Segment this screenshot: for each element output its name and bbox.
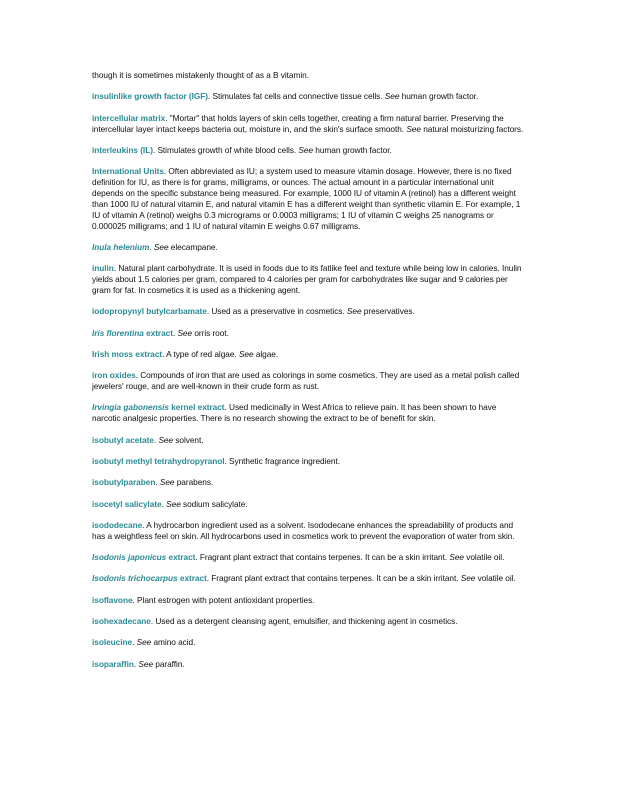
entry-term-tail: extract xyxy=(177,573,207,584)
entry-definition: . Fragrant plant extract that contains terpenes. It can be a skin irritant. xyxy=(195,552,450,563)
entry-intercellular-matrix xyxy=(92,113,526,135)
see-label: See xyxy=(384,91,400,102)
entry-isobutyl-acetate xyxy=(92,435,526,446)
see-reference: natural moisturizing factors. xyxy=(420,123,524,134)
entry-isodonis-trichocarpus-extract xyxy=(92,573,526,584)
entry-iron-oxides xyxy=(92,370,526,392)
entry-definition: . A type of red algae. xyxy=(162,348,239,359)
entry-term: iodopropynyl butylcarbamate xyxy=(92,306,207,317)
see-reference: human growth factor. xyxy=(313,144,392,155)
entry-term: isoparaffin xyxy=(92,658,134,669)
entry-definition: . xyxy=(133,658,139,669)
entry-definition: . Synthetic fragrance ingredient. xyxy=(224,455,341,466)
entry-definition: . Often abbreviated as IU; a system used to measure vitamin dosage. However, there is no fixed definition for IU, as there is for grams, milligrams, or ounces. The actual amount in a particular international unit depends on the specific substance being measured. For example, 1000 IU of vitamin A (retinol) has a different weight than 1000 IU of natural vitamin E, and natural vitamin E has a different weight than synthetic vitamin E. For example, 1 IU of vitamin A (retinol) weighs 0.3 micrograms or 0.0003 milligrams; 1 IU of vitamin C weighs 25 nanograms or 0.000025 milligrams; and 1 IU of natural vitamin E weighs 0.67 milligrams. xyxy=(92,166,521,231)
see-label: See xyxy=(346,306,362,317)
entry-isocetyl-salicylate xyxy=(92,499,526,510)
entry-term: isoflavone xyxy=(92,594,133,605)
entry-definition: . xyxy=(132,637,137,648)
see-label: See xyxy=(159,477,175,488)
entry-definition: . Used medicinally in West Africa to relieve pain. It has been shown to have narcotic analgesic properties. There is no research showing the extract to be of benefit for skin. xyxy=(92,402,497,424)
entry-isobutyl-methyl-tetrahydropyranol xyxy=(92,456,526,467)
entry-isoleucine xyxy=(92,637,526,648)
see-reference: sodium salicylate. xyxy=(180,498,248,509)
entry-isobutylparaben xyxy=(92,477,526,488)
entry-term: insulinlike growth factor (IGF) xyxy=(92,91,208,102)
entry-term: inulin xyxy=(92,263,114,274)
see-label: See xyxy=(153,241,169,252)
entry-definition: . Stimulates growth of white blood cells. xyxy=(152,144,299,155)
entry-definition: . xyxy=(153,434,159,445)
entry-term: isohexadecane xyxy=(92,615,151,626)
see-reference: orris root. xyxy=(192,327,229,338)
entry-definition: . Used as a preservative in cosmetics. xyxy=(206,306,347,317)
entry-term: Irvingia gabonensis xyxy=(92,402,169,413)
see-label: See xyxy=(238,348,254,359)
entry-isodonis-japonicus-extract xyxy=(92,552,526,563)
entry-term: International Units xyxy=(92,166,164,177)
see-reference: volatile oil. xyxy=(475,573,516,584)
entry-term: isobutylparaben xyxy=(92,477,156,488)
entry-inulin xyxy=(92,263,526,296)
entry-term: isobutyl methyl tetrahydropyranol xyxy=(92,455,225,466)
entry-term: Iris florentina xyxy=(92,327,144,338)
entry-term: Isodonis trichocarpus xyxy=(92,573,178,584)
see-label: See xyxy=(138,658,154,669)
entry-term: isododecane xyxy=(92,519,143,530)
entry-term: Irish moss extract xyxy=(92,348,163,359)
entry-term: intercellular matrix xyxy=(92,112,166,123)
entry-irish-moss-extract xyxy=(92,349,526,360)
entry-definition: . xyxy=(155,477,160,488)
entry-definition: . Used as a detergent cleansing agent, emulsifier, and thickening agent in cosmetics. xyxy=(150,615,458,626)
entry-definition: . Stimulates fat cells and connective tissue cells. xyxy=(208,91,385,102)
see-label: See xyxy=(177,327,193,338)
entry-term: Isodonis japonicus xyxy=(92,552,167,563)
entry-interleukins xyxy=(92,145,526,156)
entry-term-tail: extract xyxy=(143,327,173,338)
entry-definition: . Natural plant carbohydrate. It is used in foods due to its fatlike feel and texture while being low in calories. Inulin yields about 1.5 calories per gram, compared to 4 calories per gram for carbohydrates like sugar and 9 calories per gram for fat. In cosmetics it is used as a thickening agent. xyxy=(92,263,522,296)
entry-iodopropynyl-butylcarbamate xyxy=(92,306,526,317)
entry-term: Inula helenium xyxy=(92,241,150,252)
entry-definition: . "Mortar" that holds layers of skin cells together, creating a firm natural barrier. Preserving the intercellular layer intact keeps bacteria out, moisture in, and the skin's surface smooth. xyxy=(92,112,504,134)
entry-irvingia-gabonensis-kernel-extract xyxy=(92,402,526,424)
see-reference: solvent. xyxy=(173,434,204,445)
entry-term: isobutyl acetate xyxy=(92,434,154,445)
see-label: See xyxy=(298,144,314,155)
entry-iris-florentina-extract xyxy=(92,328,526,339)
entry-definition: . Compounds of iron that are used as colorings in some cosmetics. They are used as a metal polish called jewelers' rouge, and are well-known in their crude form as rust. xyxy=(92,370,520,392)
continuation-text: though it is sometimes mistakenly thought of as a B vitamin. xyxy=(92,70,309,80)
entry-definition: . Fragrant plant extract that contains terpenes. It can be a skin irritant. xyxy=(206,573,461,584)
entry-isoparaffin xyxy=(92,659,526,670)
see-label: See xyxy=(406,123,421,134)
entry-isohexadecane xyxy=(92,616,526,627)
see-reference: elecampane. xyxy=(168,241,218,252)
see-reference: human growth factor. xyxy=(399,91,479,102)
entry-definition: . xyxy=(149,241,154,252)
see-label: See xyxy=(136,637,152,648)
entry-definition: . Plant estrogen with potent antioxidant properties. xyxy=(132,594,315,605)
entry-term: interleukins (IL) xyxy=(92,144,153,155)
see-reference: preservatives. xyxy=(361,306,415,317)
entry-term-tail: extract xyxy=(166,552,196,563)
entry-term: isocetyl salicylate xyxy=(92,498,162,509)
entry-term: iron oxides xyxy=(92,370,136,381)
entry-isoflavone xyxy=(92,595,526,606)
entry-term-tail: kernel extract xyxy=(168,402,225,413)
see-label: See xyxy=(166,498,181,509)
entry-definition: . xyxy=(172,327,178,338)
entry-definition: . A hydrocarbon ingredient used as a solvent. Isododecane enhances the spreadability of products and has a weightless feel on skin. All hydrocarbons used in cosmetics work to prevent the evaporation of water from skin. xyxy=(92,519,515,541)
see-label: See xyxy=(460,573,476,584)
entry-inula-helenium xyxy=(92,242,526,253)
entry-term: isoleucine xyxy=(92,637,133,648)
entry-insulinlike-growth-factor xyxy=(92,91,526,102)
see-reference: paraffin. xyxy=(153,658,185,669)
entry-international-units xyxy=(92,166,526,231)
entry-definition: . xyxy=(161,498,167,509)
entry-isododecane xyxy=(92,520,526,542)
see-label: See xyxy=(449,552,464,563)
see-reference: amino acid. xyxy=(151,637,196,648)
see-label: See xyxy=(158,434,174,445)
see-reference: parabens. xyxy=(174,477,214,488)
see-reference: volatile oil. xyxy=(464,552,505,563)
see-reference: algae. xyxy=(253,348,279,359)
glossary-page xyxy=(92,70,526,680)
